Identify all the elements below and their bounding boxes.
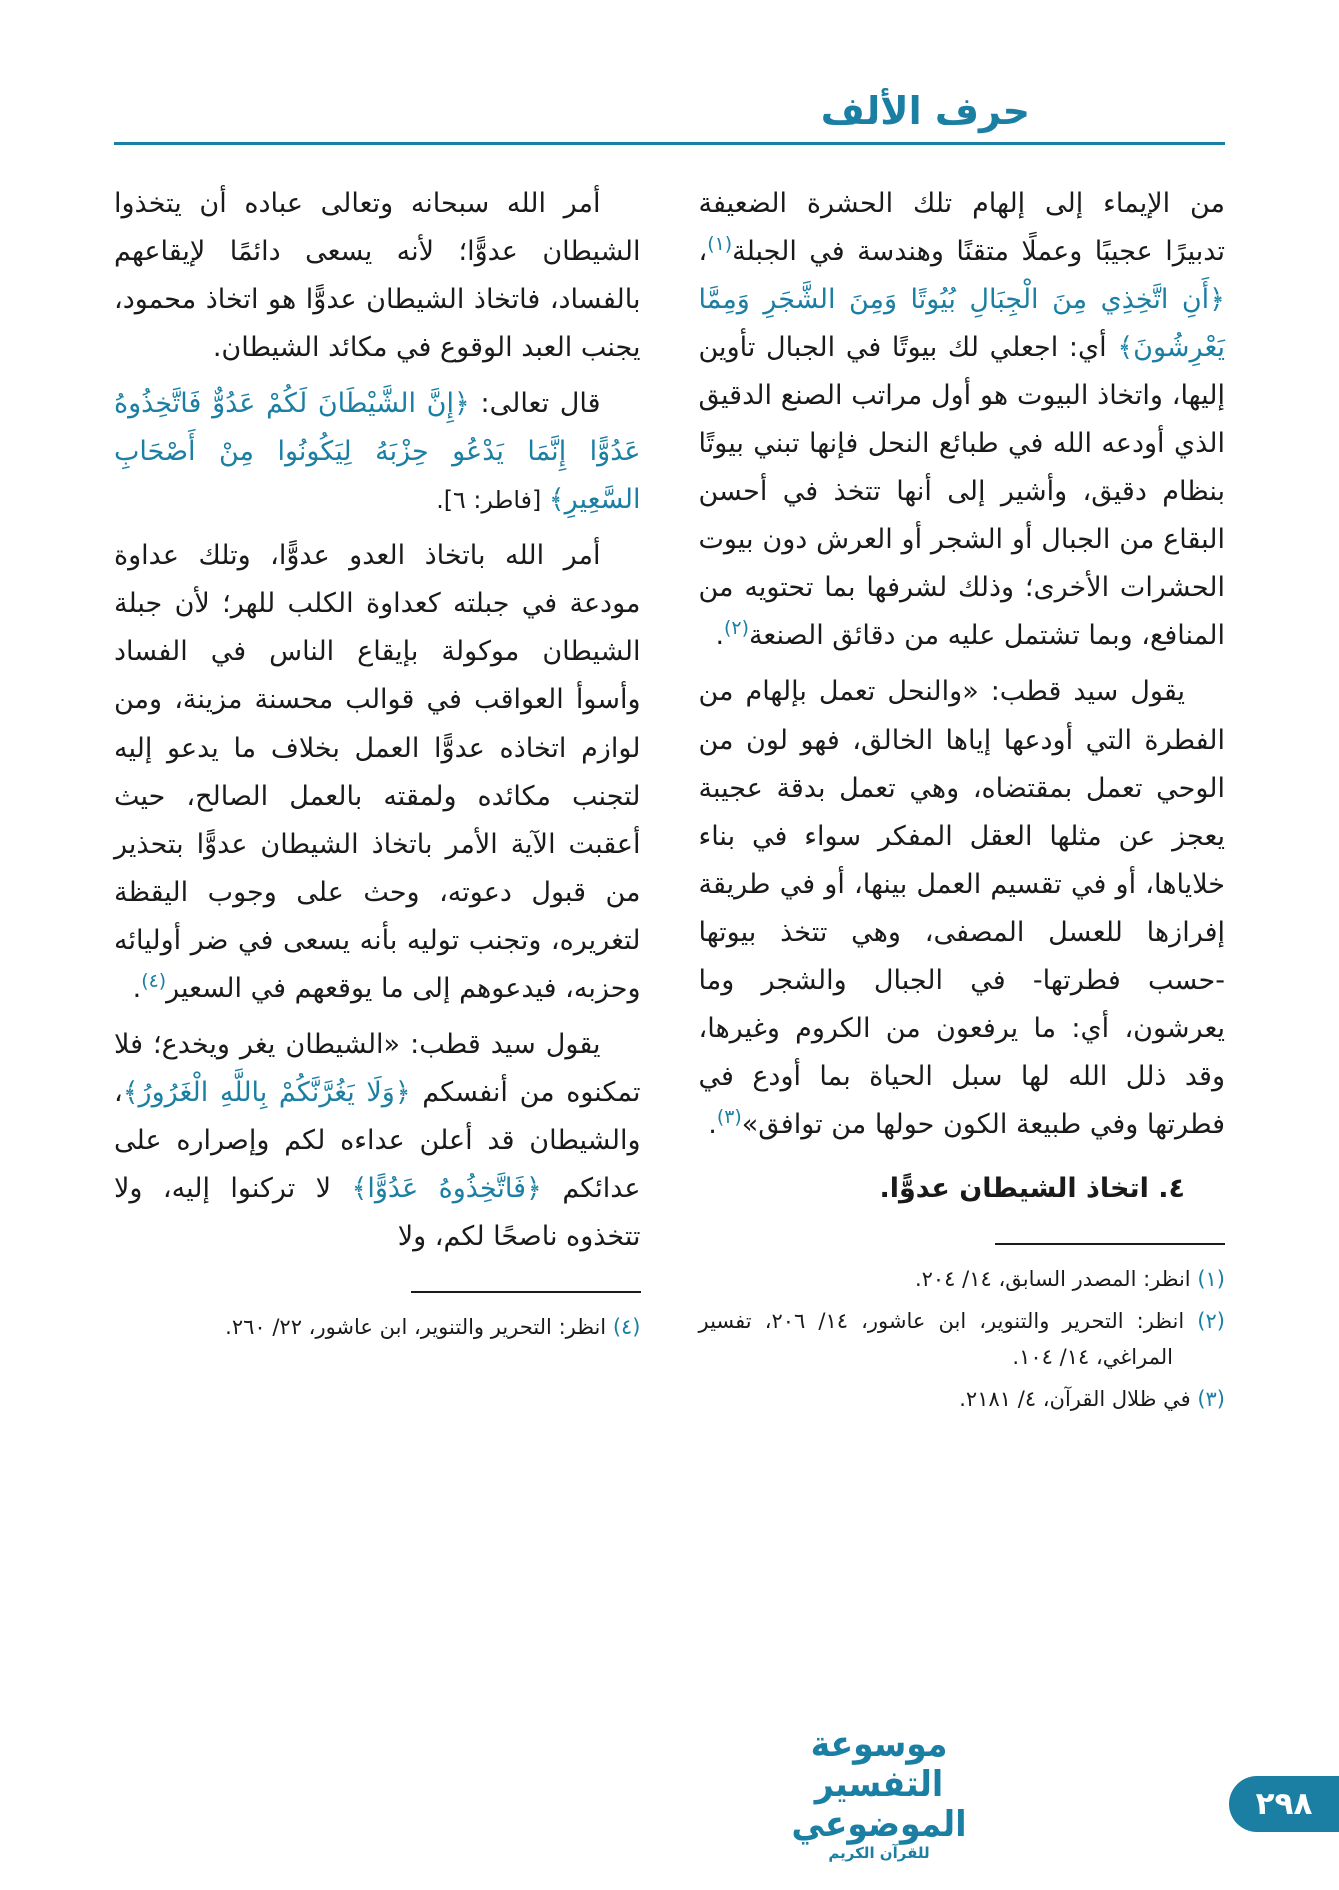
text-run: .	[715, 620, 725, 652]
text-run: لا تركنوا إليه، ولا تتخذوه ناصحًا لكم، ولا	[114, 1172, 641, 1252]
text-run: ، والشيطان قد أعلن عداءه لكم وإصراره على عدائكم	[114, 1076, 641, 1204]
footnote-separator	[411, 1291, 641, 1293]
body-paragraph	[114, 532, 641, 1012]
footnote-marker: (٣)	[1190, 1387, 1225, 1412]
column-right-footnotes	[699, 1243, 1226, 1417]
footnote-list	[114, 1309, 641, 1345]
column-left-footnotes	[114, 1291, 641, 1345]
quran-verse: ﴿وَلَا يَغُرَّنَّكُمْ بِاللَّهِ الْغَرُورُ﴾	[122, 1076, 411, 1108]
quran-verse: ﴿فَاتَّخِذُوهُ عَدُوًّا﴾	[351, 1172, 542, 1204]
footnote-ref: (٣)	[716, 1105, 742, 1128]
text-run: قال تعالى:	[469, 388, 601, 420]
footnote-text: انظر: التحرير والتنوير، ابن عاشور، ١٤/ ٢٠٦، تفسير المراغي، ١٤/ ١٠٤.	[698, 1309, 1185, 1370]
chapter-title: حرف الألف	[820, 89, 1030, 133]
page-content	[114, 180, 1225, 1423]
text-run: أمر الله باتخاذ العدو عدوًّا، وتلك عداوة مودعة في جبلته كعداوة الكلب للهر؛ لأن جبلة الشيطان موكولة بإيقاع الناس في الفساد وأسوأ العواقب في قوالب محسنة مزينة، ومن لوازم اتخاذه عدوًّا العمل بخلاف ما يدعو إليه لتجنب مكائده ولمقته بالعمل الصالح، حيث أعقبت الآية الأمر باتخاذ الشيطان عدوًّا بتحذير من قبول دعوته، وحث على وجوب اليقظة لتغريره، وتجنب توليه بأنه يسعى في ضر أوليائه وحزبه، فيدعوهم إلى ما يوقعهم في السعير	[114, 540, 641, 1004]
column-right-text	[699, 180, 1226, 1213]
footnote-ref: (٤)	[141, 969, 167, 992]
text-run: ٤. اتخاذ الشيطان عدوًّا.	[879, 1172, 1185, 1204]
page-footer	[0, 1720, 1339, 1890]
column-right	[699, 180, 1226, 1423]
footnote-marker: (٤)	[606, 1315, 641, 1340]
text-run: .	[708, 1108, 717, 1140]
footnote-list	[699, 1261, 1226, 1417]
footnote-marker: (٢)	[1184, 1309, 1225, 1334]
text-run: أمر الله سبحانه وتعالى عباده أن يتخذوا الشيطان عدوًّا؛ لأنه يسعى دائمًا لإيقاعهم بالفساد، فاتخاذ الشيطان عدوًّا هو اتخاذ محمود، يجنب العبد الوقوع في مكائد الشيطان.	[114, 188, 641, 364]
body-paragraph	[114, 1021, 641, 1261]
body-paragraph	[699, 180, 1226, 660]
text-run: من الإيماء إلى إلهام تلك الحشرة الضعيفة تدبيرًا عجيبًا وعملًا متقنًا وهندسة في الجبلة	[698, 188, 1225, 268]
footnote-ref: (٢)	[724, 617, 749, 640]
text-run: ،	[698, 236, 708, 268]
footnote-text: انظر: المصدر السابق، ١٤/ ٢٠٤.	[914, 1266, 1191, 1291]
text-run: يقول سيد قطب: «الشيطان يغر ويخدع؛ فلا تمكنوه من أنفسكم	[114, 1028, 641, 1108]
quran-verse: ﴿أَنِ اتَّخِذِي مِنَ الْجِبَالِ بُيُوتًا وَمِنَ الشَّجَرِ وَمِمَّا يَعْرِشُونَ﴾	[698, 284, 1225, 364]
column-left-text	[114, 180, 641, 1261]
text-run: أي: اجعلي لك بيوتًا في الجبال تأوين إليها، واتخاذ البيوت هو أول مراتب الصنع الدقيق الذي أودعه الله في طبائع النحل فإنها تبني بيوتًا بنظام دقيق، وأشير إلى أنها تتخذ في أحسن البقاع من الجبال أو الشجر أو العرش دون بيوت الحشرات الأخرى؛ وذلك لشرفها بما تحتويه من المنافع، وبما تشتمل عليه من دقائق الصنعة	[698, 332, 1225, 652]
page-header	[114, 90, 1225, 145]
footnote	[114, 1309, 641, 1345]
body-paragraph	[114, 380, 641, 524]
publisher-logo-title: موسوعة التفسير الموضوعي	[791, 1722, 967, 1845]
text-run: .	[132, 972, 142, 1004]
footnote-text: انظر: التحرير والتنوير، ابن عاشور، ٢٢/ ٢٦٠.	[225, 1315, 607, 1340]
verse-citation: [فاطر: ٦].	[436, 486, 549, 515]
footnote-ref: (١)	[707, 233, 733, 256]
header-rule	[114, 142, 1225, 145]
text-run: يقول سيد قطب: «والنحل تعمل بإلهام من الفطرة التي أودعها إياها الخالق، فهو لون من الوحي تعمل بمقتضاه، وهي تعمل بدقة عجيبة يعجز عن مثلها العقل المفكر سواء في بناء خلاياها، أو في تقسيم العمل بينها، أو في طريقة إفرازها للعسل المصفى، وهي تتخذ بيوتها -حسب فطرتها- في الجبال والشجر وما يعرشون، أي: ما يرفعون من الكروم وغيرها، وقد ذلل الله لها سبل الحياة بما أودع في فطرتها وفي طبيعة الكون حولها من توافق»	[698, 676, 1225, 1140]
footnote-marker: (١)	[1190, 1266, 1225, 1291]
body-paragraph	[114, 180, 641, 372]
column-left	[114, 180, 641, 1351]
publisher-logo	[754, 1722, 1004, 1862]
section-heading	[699, 1165, 1226, 1213]
quran-verse: ﴿إِنَّ الشَّيْطَانَ لَكُمْ عَدُوٌّ فَاتَّخِذُوهُ عَدُوًّا إِنَّمَا يَدْعُو حِزْبَهُ لِيَكُونُوا مِنْ أَصْحَابِ السَّعِيرِ﴾	[114, 388, 641, 516]
footnote	[699, 1303, 1226, 1375]
footnote-text: في ظلال القرآن، ٤/ ٢١٨١.	[959, 1387, 1191, 1412]
page-number-badge: ٢٩٨	[1229, 1776, 1339, 1832]
footnote	[699, 1261, 1226, 1297]
footnote-separator	[995, 1243, 1225, 1245]
body-paragraph	[699, 668, 1226, 1148]
footnote	[699, 1381, 1226, 1417]
publisher-logo-subtitle: للقرآن الكريم	[828, 1844, 930, 1862]
